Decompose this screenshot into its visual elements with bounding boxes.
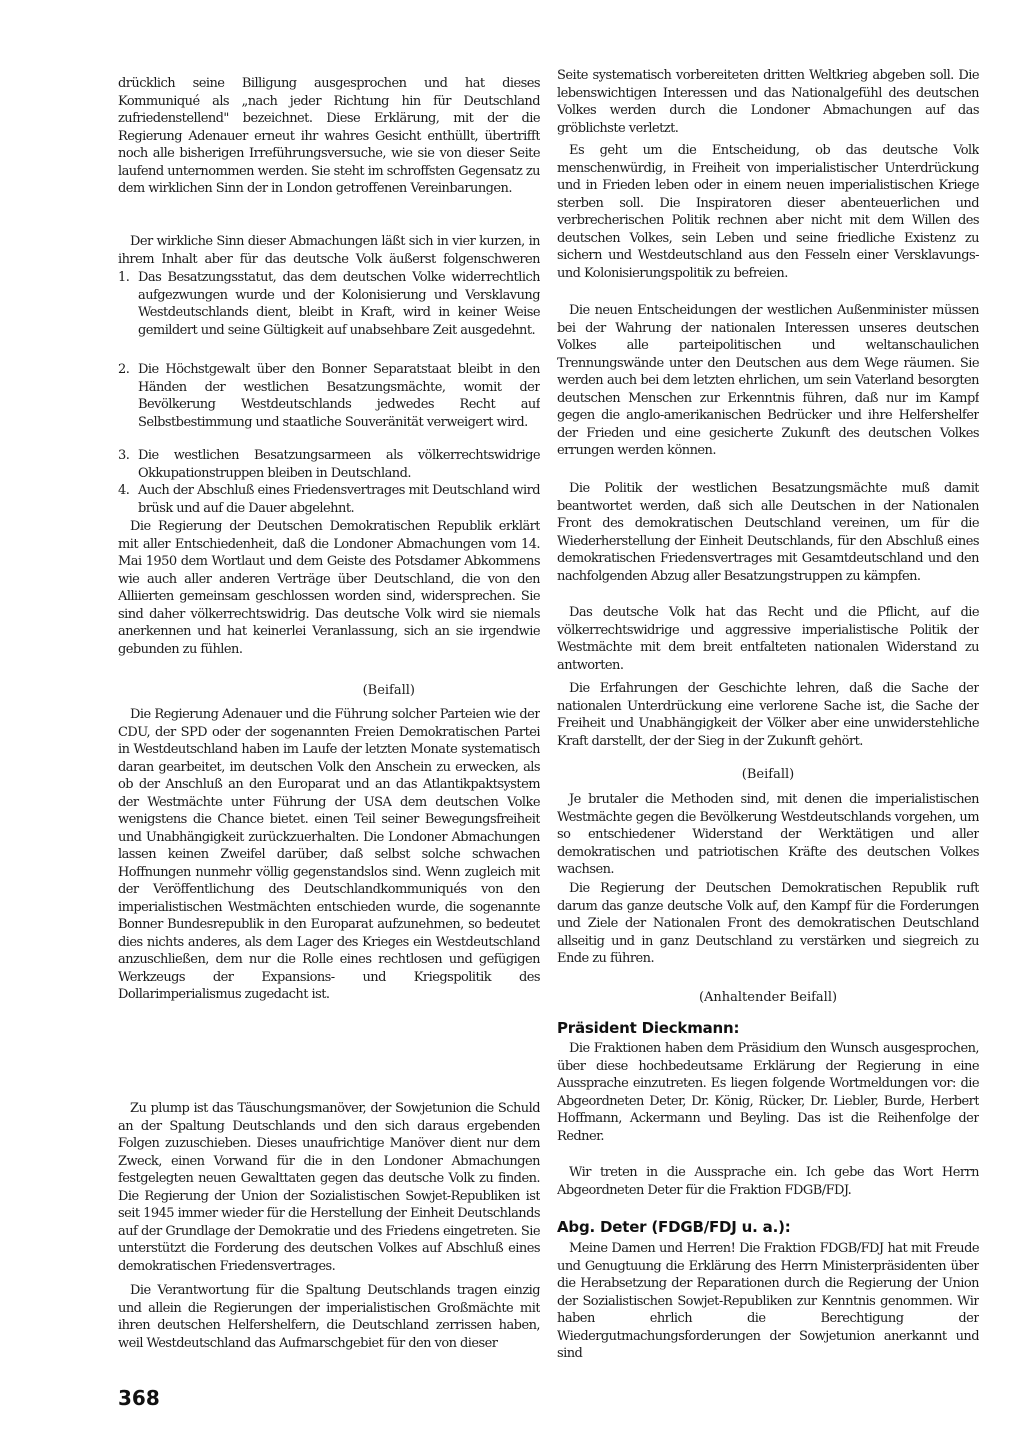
list-text: Auch der Abschluß eines Friedensvertrages mit Deutschland wird brüsk und auf die Dauer abgelehnt.: [138, 483, 540, 516]
paragraph: Die Politik der westlichen Besatzungsmächte muß damit beantwortet werden, daß sich alle Deutschen in der Nationalen Front des demokratischen Deutschland vereinen, um für die Wiederherstellung der Einheit Deutschlands, für den Abschluß eines demokratischen Friedensvertrages mit Gesamtdeutschland und den nachfolgenden Abzug aller Besatzungstruppen zu kämpfen.: [557, 481, 979, 584]
paragraph: Meine Damen und Herren! Die Fraktion FDGB/FDJ hat mit Freude und Genugtuung die Erklärung des Herrn Ministerpräsidenten über die Herabsetzung der Reparationen durch die Regierung der Union der Sozialistischen Sowjet-Republiken zur Kenntnis genommen. Wir haben ehrlich die Berechtigung der Wiedergutmachungsforderungen der Sowjetunion anerkannt und sind: [557, 1241, 979, 1361]
applause-note: (Beifall): [362, 683, 415, 698]
applause-note: (Anhaltender Beifall): [698, 990, 838, 1005]
paragraph: drücklich seine Billigung ausgesprochen und hat dieses Kommuniqué als „nach jeder Richtung hin für Deutschland zufriedenstellend" bezeichnet. Diese Erklärung, mit der die Regierung Adenauer erneut ihr wahres Gesicht enthüllt, übertrifft noch alle bisherigen Irreführungsversuche, wie sie von dieser Seite laufend unternommen werden. Sie steht im schroffsten Gegensatz zu dem wirklichen Sinn der in London getroffenen Vereinbarungen.: [118, 76, 540, 196]
paragraph: Die Erfahrungen der Geschichte lehren, daß die Sache der nationalen Unterdrückung eine verlorene Sache ist, die Sache der Freiheit und Unabhängigkeit der Völker aber eine unwiderstehliche Kraft darstellt, der der Sieg in der Zukunft gehört.: [557, 681, 979, 749]
paragraph: Die Regierung Adenauer und die Führung solcher Parteien wie der CDU, der SPD oder der sogenannten Freien Demokratischen Partei in Westdeutschland haben im Laufe der letzten Monate systematisch daran gearbeitet, im deutschen Volk den Anschein zu erwecken, als ob der Anschluß an den Europarat und an das Atlantikpaktsystem der Westmächte unter Führung der USA dem deutschen Volke wenigstens die Chance bietet. einen Teil seiner Bewegungsfreiheit und Unabhängigkeit zurückzuerhalten. Die Londoner Abmachungen lassen keinen Zweifel darüber, daß selbst solche schwachen Hoffnungen nunmehr völlig gegenstandslos sind. Wenn zugleich mit der Veröffentlichung des Deutschlandkommuniqués von den imperialistischen Westmächten entschieden wurde, die sogenannte Bonner Bundesrepublik in den Europarat aufzunehmen, so bedeutet dies nichts anderes, als dem Lager des Krieges ein Westdeutschland anzuschließen, dem nur die Rolle eines rechtlosen und gefügigen Werkzeugs der Expansions- und Kriegspolitik des Dollarimperialismus zugedacht ist.: [118, 707, 540, 1002]
page-number: 368: [118, 1386, 160, 1410]
list-text: Die Höchstgewalt über den Bonner Separatstaat bleibt in den Händen der westlichen Besatzungsmächte, womit der Bevölkerung Westdeutschlands jedwedes Recht auf Selbstbestimmung und staatliche Souveränität verweigert wird.: [138, 362, 540, 430]
list-item: [118, 361, 540, 447]
paragraph: Der wirkliche Sinn dieser Abmachungen läßt sich in vier kurzen, in ihrem Inhalt aber für das deutsche Volk äußerst folgenschweren: [118, 234, 540, 267]
paragraph: Es geht um die Entscheidung, ob das deutsche Volk menschenwürdig, in Freiheit von imperialistischer Unterdrückung und in Frieden leben oder in einem neuen imperialistischen Kriege sterben soll. Die Inspiratoren dieser abenteuerlichen und verbrecherischen Politik rechnen aber nicht mit dem Willen des deutschen Volkes, sein Leben und seine friedliche Existenz zu sichern und Westdeutschland aus den Fesseln einer Versklavungs- und Kolonisierungspolitik zu befreien.: [557, 143, 979, 281]
paragraph: Wir treten in die Aussprache ein. Ich gebe das Wort Herrn Abgeordneten Deter für die Fraktion FDGB/FDJ.: [557, 1165, 979, 1198]
paragraph: Die neuen Entscheidungen der westlichen Außenminister müssen bei der Wahrung der nationalen Interessen unseres deutschen Volkes alle parteipolitischen und weltanschaulichen Trennungswände unter den Deutschen aus dem Wege räumen. Sie werden auch bei dem letzten ehrlichen, um sein Vaterland besorgten deutschen Menschen zur Erkenntnis führen, daß nur im Kampf gegen die anglo-amerikanischen Bedrücker und ihre Helfershelfer der Frieden und eine gesicherte Zukunft des deutschen Volkes errungen werden können.: [557, 303, 979, 458]
paragraph: Zu plump ist das Täuschungsmanöver, der Sowjetunion die Schuld an der Spaltung Deutschlands und den sich daraus ergebenden Folgen zuzuschieben. Dieses unaufrichtige Manöver dient nur dem Zweck, einen Vorwand für die in den Londoner Abmachungen festgelegten neuen Gewalttaten gegen das deutsche Volk zu finden. Die Regierung der Union der Sozialistischen Sowjet-Republiken ist seit 1945 immer wieder für die Herstellung der Einheit Deutschlands auf der Grundlage der Demokratie und des Friedens eingetreten. Sie unterstützt die Forderung des deutschen Volkes auf Abschluß eines demokratischen Friedensvertrages.: [118, 1101, 540, 1274]
applause-note: (Beifall): [741, 767, 795, 782]
paragraph: Die Verantwortung für die Spaltung Deutschlands tragen einzig und allein die Regierungen der imperialistischen Großmächte mit ihren deutschen Helfershelfern, die Deutschland zerrissen haben, weil Westdeutschland das Aufmarschgebiet für den von dieser: [118, 1283, 540, 1351]
paragraph: Die Fraktionen haben dem Präsidium den Wunsch ausgesprochen, über diese hochbedeutsame Erklärung der Regierung in eine Aussprache einzutreten. Es liegen folgende Wortmeldungen vor: die Abgeordneten Deter, Dr. König, Rücker, Dr. Liebler, Burde, Herbert Hoffmann, Ackermann und Beyling. Das ist die Reihenfolge der Redner.: [557, 1041, 979, 1144]
paragraph: Das deutsche Volk hat das Recht und die Pflicht, auf die völkerrechtswidrige und aggressive imperialistische Politik der Westmächte mit dem breit entfalteten nationalen Widerstand zu antworten.: [557, 605, 979, 673]
list-item: [118, 482, 540, 518]
paragraph: Seite systematisch vorbereiteten dritten Weltkrieg abgeben soll. Die lebenswichtigen Interessen und das Nationalgefühl des deutschen Volkes werden durch die Londoner Abmachungen auf das gröblichste verletzt.: [557, 68, 979, 136]
list-item: [118, 269, 540, 359]
list-number: 4.: [118, 483, 130, 498]
paragraph: Die Regierung der Deutschen Demokratischen Republik erklärt mit aller Entschiedenheit, daß die Londoner Abmachungen vom 14. Mai 1950 dem Wortlaut und dem Geiste des Potsdamer Abkommens wie auch aller anderen Verträge über Deutschland, die von den Alliierten gemeinsam geschlossen worden sind, widersprechen. Sie sind daher völkerrechtswidrig. Das deutsche Volk wird sie niemals anerkennen und hat keinerlei Veranlassung, sich an sie irgendwie gebunden zu fühlen.: [118, 519, 540, 657]
list-number: 2.: [118, 362, 130, 377]
speaker-heading: Präsident Dieckmann:: [557, 1019, 740, 1037]
paragraph: Die Regierung der Deutschen Demokratischen Republik ruft darum das ganze deutsche Volk auf, den Kampf für die Forderungen und Ziele der Nationalen Front des demokratischen Deutschland allseitig und in ganz Deutschland zu verstärken und siegreich zu Ende zu führen.: [557, 881, 979, 966]
list-number: 1.: [118, 270, 130, 285]
list-text: Das Besatzungsstatut, das dem deutschen Volke widerrechtlich aufgezwungen wurde und der Kolonisierung und Versklavung Westdeutschlands dient, bleibt in Kraft, wird in keiner Weise gemildert und seine Gültigkeit auf unabsehbare Zeit ausgedehnt.: [138, 270, 540, 338]
speaker-heading: Abg. Deter (FDGB/FDJ u. a.):: [557, 1218, 791, 1236]
paragraph: Je brutaler die Methoden sind, mit denen die imperialistischen Westmächte gegen die Bevölkerung Westdeutschlands vorgehen, um so entschiedener Widerstand der Werktätigen und aller demokratischen und patriotischen Kräfte des deutschen Volkes wachsen.: [557, 792, 979, 877]
list-text: Die westlichen Besatzungsarmeen als völkerrechtswidrige Okkupationstruppen bleiben in Deutschland.: [138, 448, 540, 481]
list-item: [118, 447, 540, 483]
list-number: 3.: [118, 448, 130, 463]
